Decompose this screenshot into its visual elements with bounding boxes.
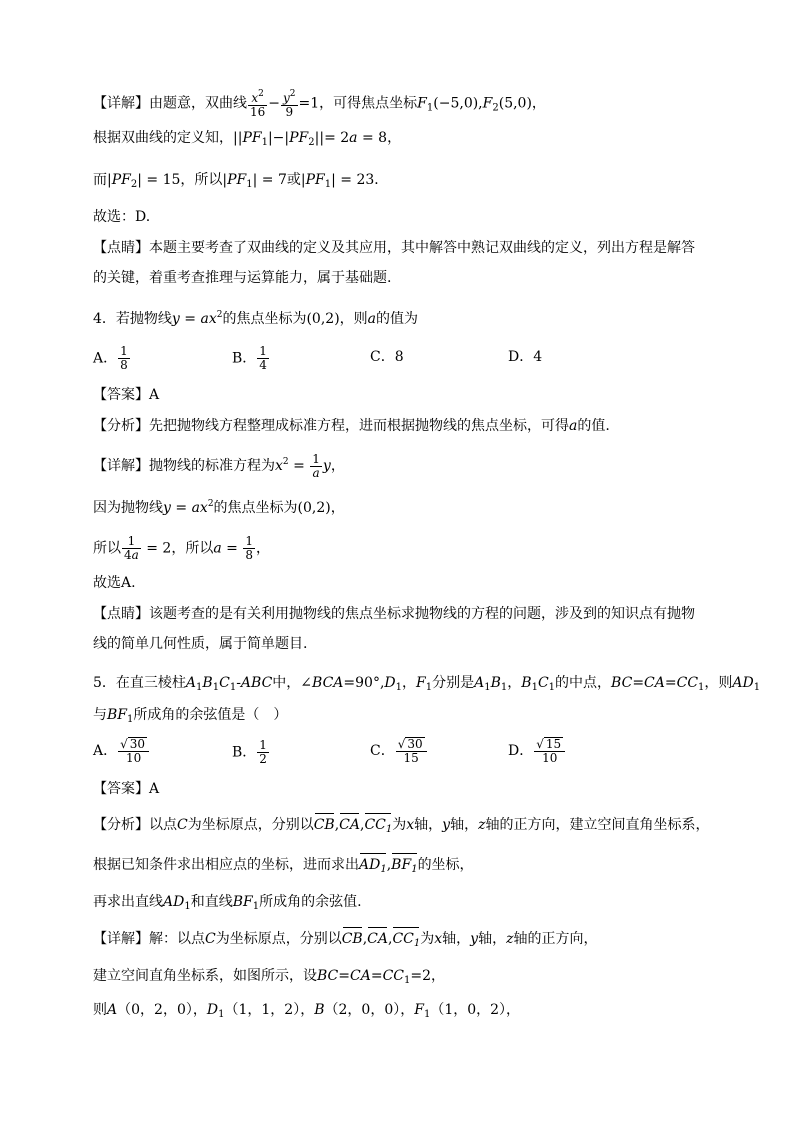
q4-option-c: C．8 [370, 349, 404, 365]
detail-4-line-1: 【详解】抛物线的标准方程为$x^2$ = $\frac{1}{a}$ y， [93, 451, 345, 480]
question-5-line-2: 与$BF_1$所成角的余弦值是（ ） [93, 707, 288, 725]
question-4: 4．若抛物线$y = ax^2$的焦点坐标为(0,2)，则a的值为 [93, 310, 419, 327]
q4-option-a: A． $\frac{1}{8}$ [93, 344, 128, 372]
q4-option-d: D．4 [508, 349, 543, 365]
comment-4-line-1: 【点睛】该题考查的是有关利用抛物线的焦点坐标求抛物线的方程的问题，涉及到的知识点有抛物 [93, 606, 695, 622]
comment-line-2: 的关键，着重考查推理与运算能力，属于基础题. [93, 270, 392, 286]
analysis-5-line-1: 【分析】以点C为坐标原点，分别以$CB,CA,CC_1$为x轴，y轴，z轴的正方向，建立空间直角坐标系， [93, 815, 709, 840]
q4-option-b: B． $\frac{1}{4}$ [232, 344, 267, 372]
detail-line-2: 根据双曲线的定义知，$||PF_1|-|PF_2||= 2a = 8$， [93, 130, 402, 148]
detail-5-line-1: 【详解】解：以点C为坐标原点，分别以$CB,CA,CC_1$为x轴，y轴，z轴的正方向， [93, 929, 597, 954]
detail-line-3: 而$|PF_2| = 15$，所以$|PF_1| = 7$或$|PF_1| = 23$． [93, 172, 389, 190]
analysis-5-line-3: 再求出直线$AD_1$和直线$BF_1$所成角的余弦值. [93, 894, 362, 912]
question-5-line-1: 5．在直三棱柱$A_1B_1C_1$-ABC中，$\angle BCA=90^\circ,D_1$，$F_1$分别是$A_1B_1$，$B_1C_1$的中点，$BC=CA=CC_1$，则$AD_1$ [93, 675, 761, 693]
analysis-4: 【分析】先把抛物线方程整理成标准方程，进而根据抛物线的焦点坐标，可得a的值. [93, 418, 610, 434]
detail-4-line-3: 所以 $\frac{1}{4a}$ = 2，所以a = $\frac{1}{8}$ ， [93, 534, 270, 562]
detail-4-line-2: 因为抛物线$y = ax^2$的焦点坐标为(0,2)， [93, 499, 345, 516]
q5-option-b: B． $\frac{1}{2}$ [232, 738, 267, 766]
analysis-5-line-2: 根据已知条件求出相应点的坐标，进而求出$AD_1,BF_1$的坐标， [93, 855, 474, 880]
comment-4-line-2: 线的简单几何性质，属于简单题目. [93, 636, 308, 652]
q5-option-c: C． $\frac{√ 30}{15}$ [370, 737, 428, 765]
detail-line-1: 【详解】由题意，双曲线 $\frac{x^2}{16}$ − $\frac{y^2}{9}$ =1，可得焦点坐标$F_1(-5,0),F_2(5,0)$， [93, 89, 546, 119]
detail-5-line-3: 则A（0，2，0），$D_1(1$，1，2），B（2，0，0），$F_1(1$，0，2）， [93, 1002, 521, 1020]
q5-option-a: A． $\frac{√ 30}{10}$ [93, 737, 150, 765]
detail-4-choice: 故选A. [93, 575, 136, 591]
comment-line-1: 【点睛】本题主要考查了双曲线的定义及其应用，其中解答中熟记双曲线的定义，列出方程是解答 [93, 240, 695, 256]
answer-choice-line: 故选：D. [93, 209, 151, 225]
answer-4: 【答案】A [93, 387, 160, 403]
answer-5: 【答案】A [93, 781, 160, 797]
detail-5-line-2: 建立空间直角坐标系，如图所示，设$BC=CA=CC_1=2$， [93, 968, 446, 986]
q5-option-d: D． $\frac{√ 15}{10}$ [508, 737, 566, 765]
